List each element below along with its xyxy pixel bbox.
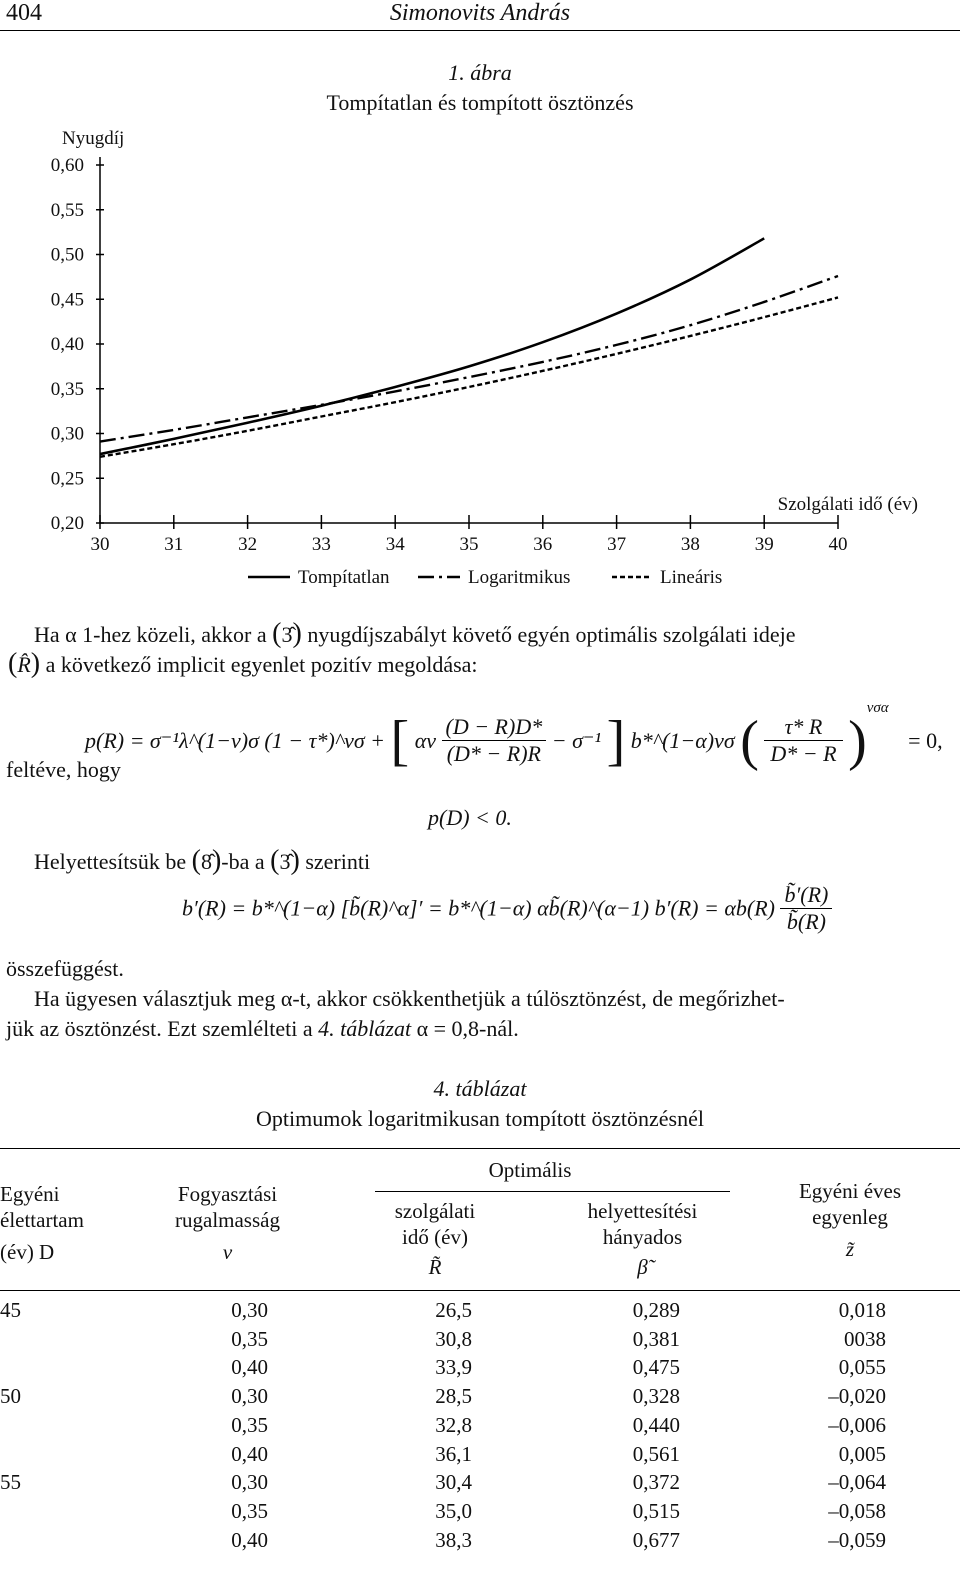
table-cell: 30,4	[435, 1470, 472, 1495]
table-cell: –0,064	[828, 1470, 886, 1495]
table-cell: 0,475	[632, 1355, 680, 1380]
chart-legend	[248, 567, 722, 588]
y-tick-label: 0,40	[50, 334, 84, 355]
pension-chart	[0, 120, 960, 600]
running-author: Simonovits András	[389, 0, 571, 26]
table-cell: 0,35	[231, 1412, 268, 1437]
legend-label: Logaritmikus	[468, 567, 571, 588]
x-tick-label: 33	[311, 534, 331, 555]
table-cell: 36,1	[435, 1441, 472, 1466]
paragraph-3: Helyettesítsük be (8̂)-ba a (3̂) szerinti	[34, 845, 371, 876]
x-tick-label: 36	[533, 534, 553, 555]
table-cell: 38,3	[435, 1527, 472, 1552]
table-cell: 30,8	[435, 1326, 472, 1351]
table-header-rule	[0, 1290, 960, 1291]
table-cell: 33,9	[435, 1355, 472, 1380]
header-lifetime: Egyéni élettartam (év) D	[0, 1182, 84, 1264]
table-cell: 0,289	[632, 1298, 680, 1322]
table-cell: 28,5	[435, 1384, 472, 1409]
table-cell: –0,058	[828, 1498, 886, 1523]
x-tick-label: 35	[459, 534, 479, 555]
y-tick-label: 0,60	[50, 155, 84, 176]
y-tick-label: 0,50	[50, 244, 84, 266]
y-tick-label: 0,45	[50, 289, 84, 311]
table-cell: 0,40	[231, 1441, 268, 1466]
table-cell: 0,30	[231, 1470, 268, 1495]
table-cell: 0,005	[838, 1441, 886, 1466]
x-tick-label: 38	[680, 534, 700, 555]
table-cell: 0,381	[632, 1326, 680, 1351]
condition-equation: p(D) < 0.	[428, 805, 512, 830]
table-cell: 0,35	[231, 1326, 268, 1351]
table-cell: 0,40	[231, 1355, 268, 1380]
table-cell: 0,561	[632, 1441, 680, 1466]
table-cell: 0,018	[838, 1298, 886, 1322]
table-cell: 26,5	[435, 1298, 472, 1322]
paragraph-3-end: összefüggést.	[6, 956, 124, 981]
header-elasticity: Fogyasztási rugalmasság ν	[175, 1182, 280, 1264]
equation-1: p(R) = σ⁻¹λ^(1−ν)σ (1 − τ*)^νσ + [ αν $\frac{(D - R)D*}{(D* - R)R}$ − σ⁻¹ ] b*^(1−α)νσ ( $\frac{\tau* R}{D* - R}$ )$^{\nu\sigma\alpha}$ = 0,	[85, 700, 943, 772]
table-cell: 0,440	[632, 1412, 680, 1437]
table-cell: 0,40	[231, 1527, 268, 1552]
table-cell: 50	[0, 1384, 21, 1409]
table-cell: 0,515	[632, 1498, 680, 1523]
x-tick-label: 34	[385, 534, 405, 555]
x-axis-label: Szolgálati idő (év)	[777, 494, 918, 515]
group-rule	[375, 1191, 730, 1192]
table-cell: 0,055	[838, 1355, 886, 1380]
table-cell: 45	[0, 1298, 21, 1322]
chart-lines	[100, 238, 838, 456]
x-tick-label: 31	[164, 534, 184, 555]
y-tick-label: 0,20	[50, 513, 84, 534]
equation-2: b′(R) = b*^(1−α) [b̃(R)^α]′ = b*^(1−α) αb̃(R)^(α−1) b′(R) = αb(R) $\frac{b̃'(R)}{b̃(R)}$	[182, 882, 832, 935]
table-cell: 0038	[844, 1326, 886, 1351]
paragraph-1-line-2: (R̂) a következő implicit egyenlet pozitív megoldása:	[8, 648, 478, 679]
table-cell: 35,0	[435, 1498, 472, 1523]
table-cell: 0,30	[231, 1384, 268, 1409]
paragraph-4-line-2: jük az ösztönzést. Ezt szemlélteti a 4. táblázat α = 0,8-nál.	[6, 1016, 519, 1041]
page-header	[0, 0, 960, 31]
paragraph-1-line-1: Ha α 1-hez közeli, akkor a (3̂) nyugdíjszabályt követő egyén optimális szolgálati ideje	[34, 618, 796, 649]
table-cell: 0,328	[632, 1384, 680, 1409]
series-logaritmikus	[100, 276, 838, 442]
series-lineáris	[100, 297, 838, 456]
table-cell: 0,30	[231, 1298, 268, 1322]
legend-label: Tompítatlan	[298, 567, 390, 588]
header-annual-balance: Egyéni éves egyenleg z̃	[798, 1179, 902, 1261]
table-cell: –0,006	[828, 1412, 886, 1437]
x-tick-label: 39	[754, 534, 774, 555]
y-axis-label: Nyugdíj	[62, 128, 125, 149]
x-tick-label: 37	[607, 534, 627, 555]
table-cell: 0,677	[632, 1527, 680, 1552]
figure-title: Tompítatlan és tompított ösztönzés	[326, 90, 634, 115]
x-tick-label: 30	[90, 534, 110, 555]
series-tompítatlan	[100, 238, 764, 454]
header-replacement-rate: helyettesítési hányados β̃	[587, 1199, 698, 1279]
x-tick-label: 32	[238, 534, 258, 555]
table-title: Optimumok logaritmikusan tompított ösztönzésnél	[256, 1106, 704, 1131]
table-cell: 0,372	[632, 1470, 680, 1495]
table-cell: –0,059	[828, 1527, 886, 1552]
page-number: 404	[6, 0, 42, 26]
y-tick-label: 0,55	[50, 199, 84, 221]
header-group-optimal: Optimális	[488, 1158, 572, 1182]
table-top-rule	[0, 1148, 960, 1149]
y-tick-label: 0,25	[50, 468, 84, 490]
header-service-time: szolgálati idő (év) R̃	[394, 1199, 476, 1279]
table-label: 4. táblázat	[433, 1076, 527, 1101]
table-cell: –0,020	[828, 1384, 886, 1409]
legend-label: Lineáris	[660, 567, 723, 588]
figure-label: 1. ábra	[448, 60, 512, 85]
chart-axes	[51, 128, 918, 555]
table-cell: 32,8	[435, 1412, 472, 1437]
paragraph-4-line-1: Ha ügyesen választjuk meg α-t, akkor csökkenthetjük a túlösztönzést, de megőrizhet-	[34, 986, 785, 1011]
table-cell: 0,35	[231, 1498, 268, 1523]
y-tick-label: 0,35	[50, 378, 84, 400]
y-tick-label: 0,30	[50, 423, 84, 445]
x-tick-label: 40	[828, 534, 848, 555]
condition-intro: feltéve, hogy	[6, 757, 121, 782]
table-cell: 55	[0, 1470, 21, 1495]
